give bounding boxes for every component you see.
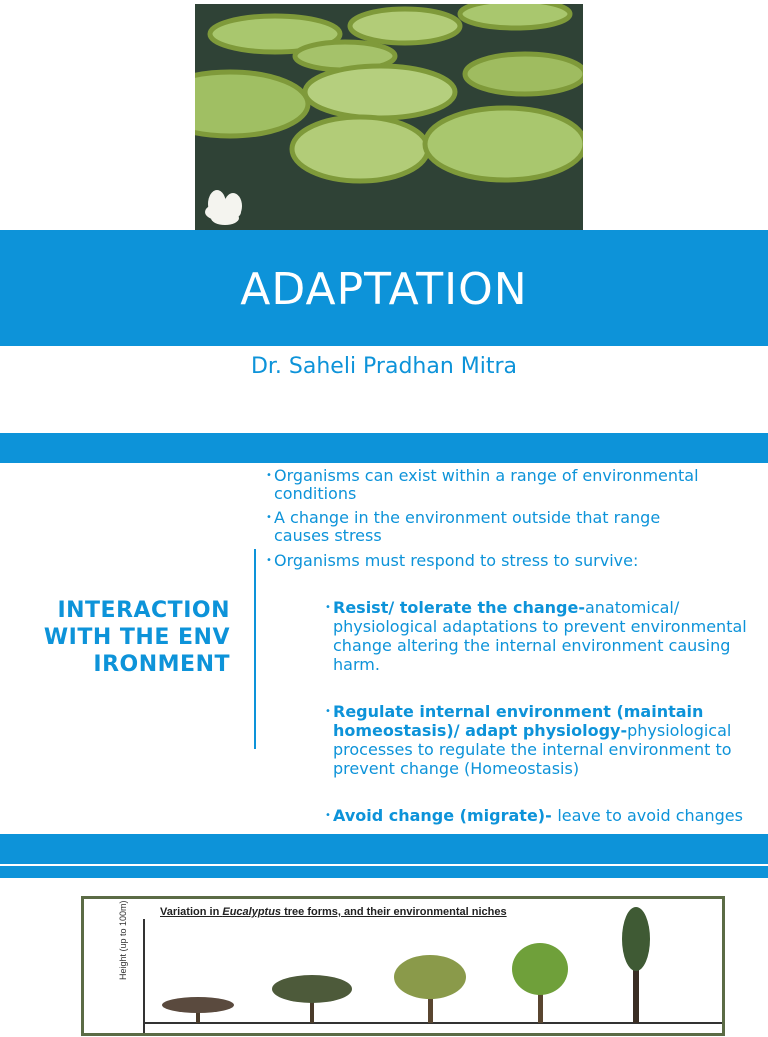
bullet-point: • Organisms can exist within a range of environmental conditions — [266, 466, 699, 503]
slide-title: ADAPTATION — [240, 264, 528, 315]
sub-bullet-point: • Regulate internal environment (maintain homeostasis)/ adapt physiology-physiological processes to regulate the internal environment to prevent change (Homeostasis) — [325, 702, 732, 778]
tree-illustrations — [84, 899, 722, 1033]
tree-icon — [622, 907, 650, 1023]
bullet-icon: • — [266, 512, 272, 523]
figure-title: Variation in Eucalyptus tree forms, and their environmental niches — [160, 906, 507, 918]
bullet-point: • Organisms must respond to stress to survive: — [266, 551, 639, 570]
water-lily-photo — [195, 4, 583, 230]
author-name: Dr. Saheli Pradhan Mitra — [250, 354, 518, 379]
tree-icon — [394, 955, 466, 1023]
slide-bottom-strip — [0, 866, 768, 878]
sub-bullet-point: • Resist/ tolerate the change-anatomical/ physiological adaptations to prevent environmental change altering the internal environment causing harm. — [325, 598, 747, 674]
vertical-divider — [254, 549, 256, 749]
sub-bullet-point: • Avoid change (migrate)- leave to avoid changes — [325, 806, 743, 825]
bullet-icon: • — [266, 470, 272, 481]
bullet-point: • A change in the environment outside that range causes stress — [266, 508, 661, 545]
bullet-icon: • — [325, 706, 331, 717]
slide-top-bar — [0, 433, 768, 463]
bullet-list — [262, 463, 768, 843]
tree-icon — [512, 943, 568, 1023]
tree-icon — [272, 975, 352, 1023]
slide-bottom-bar — [0, 834, 768, 864]
bullet-icon: • — [266, 555, 272, 566]
figure-y-axis-label: Height (up to 100m) — [118, 900, 128, 980]
bullet-icon: • — [325, 810, 331, 821]
bullet-icon: • — [325, 602, 331, 613]
side-heading: INTERACTION WITH THE ENVIRONMENT — [43, 598, 230, 677]
tree-icon — [162, 997, 234, 1023]
